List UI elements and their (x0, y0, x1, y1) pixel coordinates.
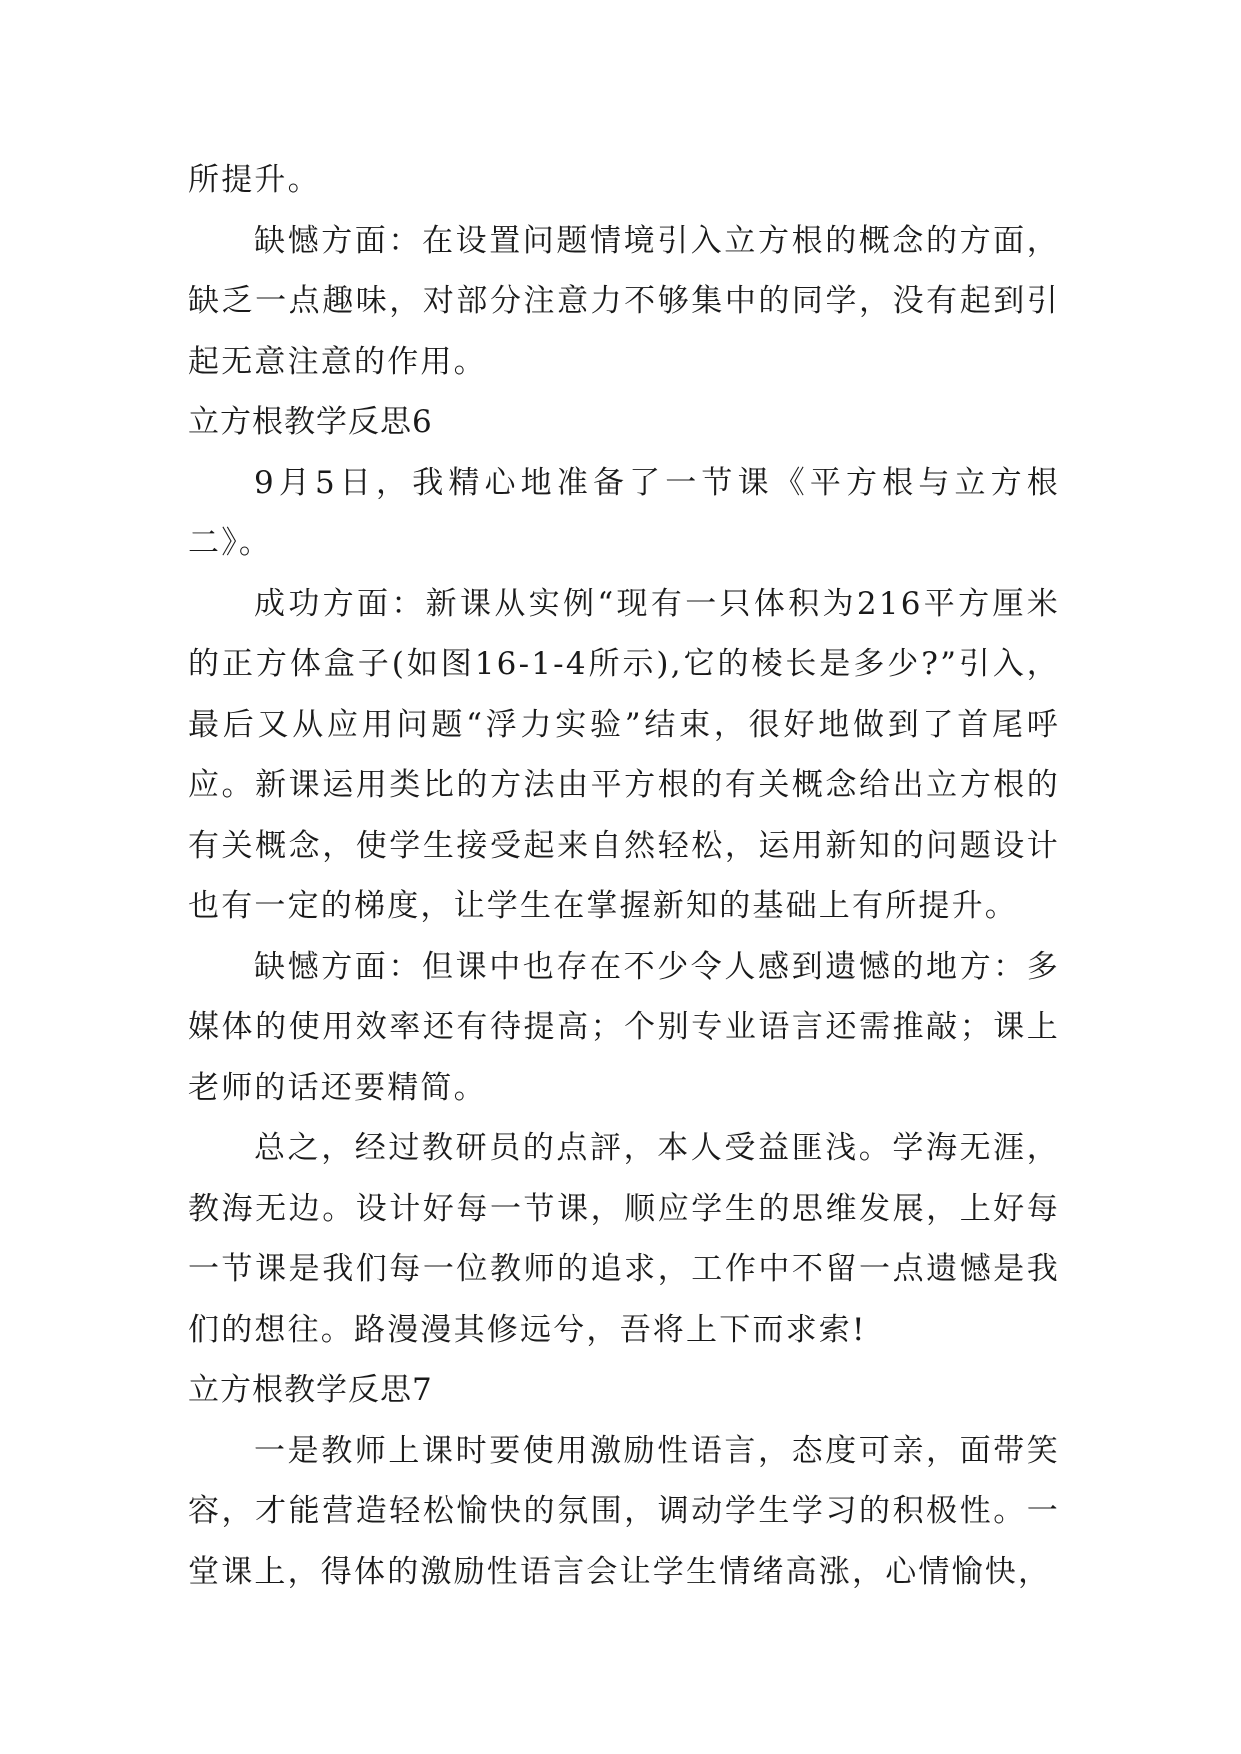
section-heading-6: 立方根教学反思6 (188, 404, 433, 440)
paragraph-point-one-7: 一是教师上课时要使用激励性语言，态度可亲，面带笑容，才能营造轻松愉快的氛围，调动学生学习的积极性。一堂课上，得体的激励性语言会让学生情绪高涨，心情愉快， (188, 1432, 1060, 1590)
paragraph-shortcomings-6: 缺憾方面：但课中也存在不少令人感到遗憾的地方：多媒体的使用效率还有待提高；个别专业语言还需推敲；课上老师的话还要精简。 (188, 948, 1060, 1106)
paragraph-summary-6: 总之，经过教研员的点評，本人受益匪浅。学海无涯，教海无边。设计好每一节课，顺应学生的思维发展，上好每一节课是我们每一位教师的追求，工作中不留一点遗憾是我们的想往。路漫漫其修远兮，吾将上下而求索! (188, 1130, 1060, 1348)
document-body (188, 150, 1060, 1602)
paragraph-intro-6: 9月5日，我精心地准备了一节课《平方根与立方根二》。 (188, 464, 1060, 561)
paragraph-shortcomings-5: 缺憾方面：在设置问题情境引入立方根的概念的方面，缺乏一点趣味，对部分注意力不够集中的同学，没有起到引起无意注意的作用。 (188, 222, 1060, 380)
paragraph-continuation: 所提升。 (188, 162, 321, 198)
section-heading-7: 立方根教学反思7 (188, 1372, 433, 1408)
paragraph-success-6: 成功方面：新课从实例“现有一只体积为216平方厘米的正方体盒子(如图16-1-4所示),它的棱长是多少?”引入，最后又从应用问题“浮力实验”结束，很好地做到了首尾呼应。新课运用类比的方法由平方根的有关概念给出立方根的有关概念，使学生接受起来自然轻松，运用新知的问题设计也有一定的梯度，让学生在掌握新知的基础上有所提升。 (188, 585, 1060, 924)
